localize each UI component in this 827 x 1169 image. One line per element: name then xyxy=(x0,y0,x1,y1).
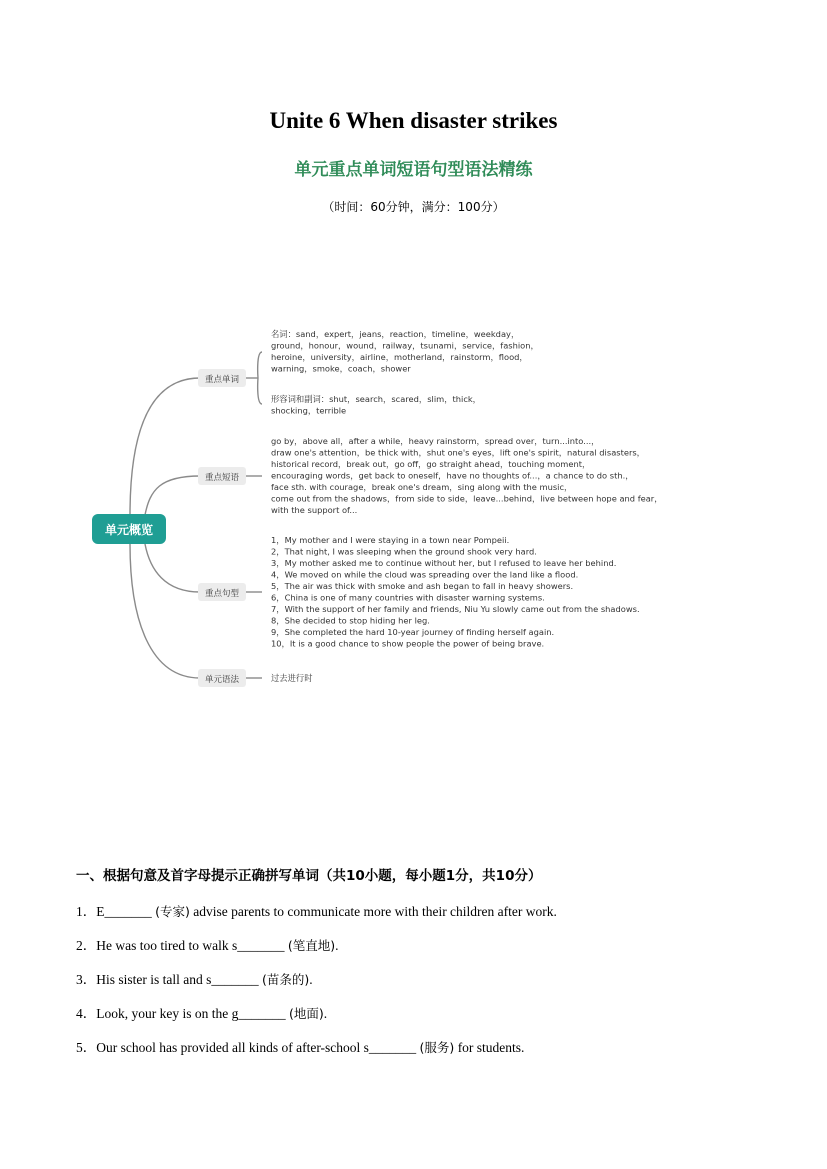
question-number: 5． xyxy=(76,1040,97,1055)
grammar-content xyxy=(271,673,313,683)
content-line: go by，above all，after a while，heavy rainstorm，spread over，turn...into...， xyxy=(271,436,600,446)
question-hint: (苗条的) xyxy=(262,972,310,987)
content-line: ground，honour，wound，railway，tsunami，service，fashion， xyxy=(271,340,539,351)
branch-label: 单元语法 xyxy=(204,675,240,685)
content-line: draw one's attention，be thick with，shut one's eyes，lift one's spirit，natural disasters， xyxy=(271,447,645,458)
content-line: 2，That night, I was sleeping when the ground shook very hard. xyxy=(271,546,537,557)
content-line: 5，The air was thick with smoke and ash began to fall in heavy showers. xyxy=(271,581,574,591)
mind-map-root xyxy=(92,514,166,544)
question-text-end: . xyxy=(309,972,313,987)
content-line: 7，With the support of her family and friends, Niu Yu slowly came out from the shadows. xyxy=(271,604,640,614)
words-content xyxy=(271,329,539,417)
question-hint: (服务) xyxy=(419,1040,455,1055)
content-line: 8，She decided to stop hiding her leg. xyxy=(271,615,430,626)
content-line: 1，My mother and I were staying in a town near Pompeii. xyxy=(271,535,510,545)
content-line: 4，We moved on while the cloud was spreading over the land like a flood. xyxy=(271,569,579,580)
exam-timing: （时间：60分钟，满分：100分） xyxy=(322,200,505,214)
question-text: His sister is tall and s_______ xyxy=(96,972,262,987)
question-number: 4． xyxy=(76,1006,97,1021)
phrases-content xyxy=(271,436,663,515)
question-3 xyxy=(76,968,313,988)
question-hint: (笔直地) xyxy=(287,938,336,953)
content-line: come out from the shadows，from side to side，leave...behind，live between hope and fear， xyxy=(271,493,663,504)
question-4 xyxy=(76,1002,327,1022)
question-5 xyxy=(76,1036,524,1056)
question-number: 3． xyxy=(76,972,97,987)
question-hint: (地面) xyxy=(288,1006,324,1021)
question-text: He was too tired to walk s_______ xyxy=(96,938,288,953)
branch-label: 重点句型 xyxy=(204,589,240,599)
question-text-end: . xyxy=(323,1006,328,1021)
question-2 xyxy=(76,934,339,954)
branch-node-words xyxy=(198,369,246,387)
branch-node-grammar xyxy=(198,669,246,687)
content-line: 名词：sand，expert，jeans，reaction，timeline，weekday， xyxy=(271,329,520,339)
content-line: face sth. with courage，break one's dream，sing along with the music， xyxy=(271,482,573,492)
branch-node-phrases xyxy=(198,467,246,485)
question-text-end: . xyxy=(335,938,339,953)
sentences-content xyxy=(271,535,640,650)
branch-label: 重点单词 xyxy=(204,375,240,385)
section-heading: 一、根据句意及首字母提示正确拼写单词（共10小题，每小题1分，共10分） xyxy=(76,868,542,884)
content-line: 10，It is a good chance to show people the power of being brave. xyxy=(271,638,545,649)
content-line: warning，smoke，coach，shower xyxy=(271,363,411,374)
content-line: with the support of... xyxy=(271,505,358,515)
page-title: Unite 6 When disaster strikes xyxy=(269,108,558,133)
content-line: heroine，university，airline，motherland，rainstorm，flood， xyxy=(271,352,528,362)
question-number: 1． xyxy=(76,904,97,919)
content-line: 6，China is one of many countries with disaster warning systems. xyxy=(271,592,545,603)
content-line: shocking，terrible xyxy=(271,405,347,416)
question-text-end: for students. xyxy=(454,1040,525,1055)
question-1 xyxy=(76,900,557,920)
root-label: 单元概览 xyxy=(104,523,154,537)
branch-label: 重点短语 xyxy=(204,473,240,483)
question-text: Our school has provided all kinds of after-school s_______ xyxy=(96,1040,420,1055)
question-text-end: advise parents to communicate more with their children after work. xyxy=(189,904,557,919)
page-subtitle: 单元重点单词短语句型语法精练 xyxy=(294,160,533,180)
question-number: 2． xyxy=(76,938,97,953)
branch-node-sentences xyxy=(198,583,246,601)
content-line: 3，My mother asked me to continue without her, but I refused to leave her behind. xyxy=(271,558,617,568)
content-line: 9，She completed the hard 10-year journey of finding herself again. xyxy=(271,627,555,637)
content-line: historical record，break out，go off，go straight ahead，touching moment， xyxy=(271,459,591,469)
content-line: 形容词和副词：shut，search，scared，slim，thick， xyxy=(271,394,481,404)
content-line: encouraging words，get back to oneself，have no thoughts of...，a chance to do sth.， xyxy=(271,470,634,481)
content-line: 过去进行时 xyxy=(271,673,313,683)
question-text: E_______ xyxy=(96,904,156,919)
question-hint: (专家) xyxy=(155,904,190,919)
question-text: Look, your key is on the g_______ xyxy=(96,1006,289,1021)
